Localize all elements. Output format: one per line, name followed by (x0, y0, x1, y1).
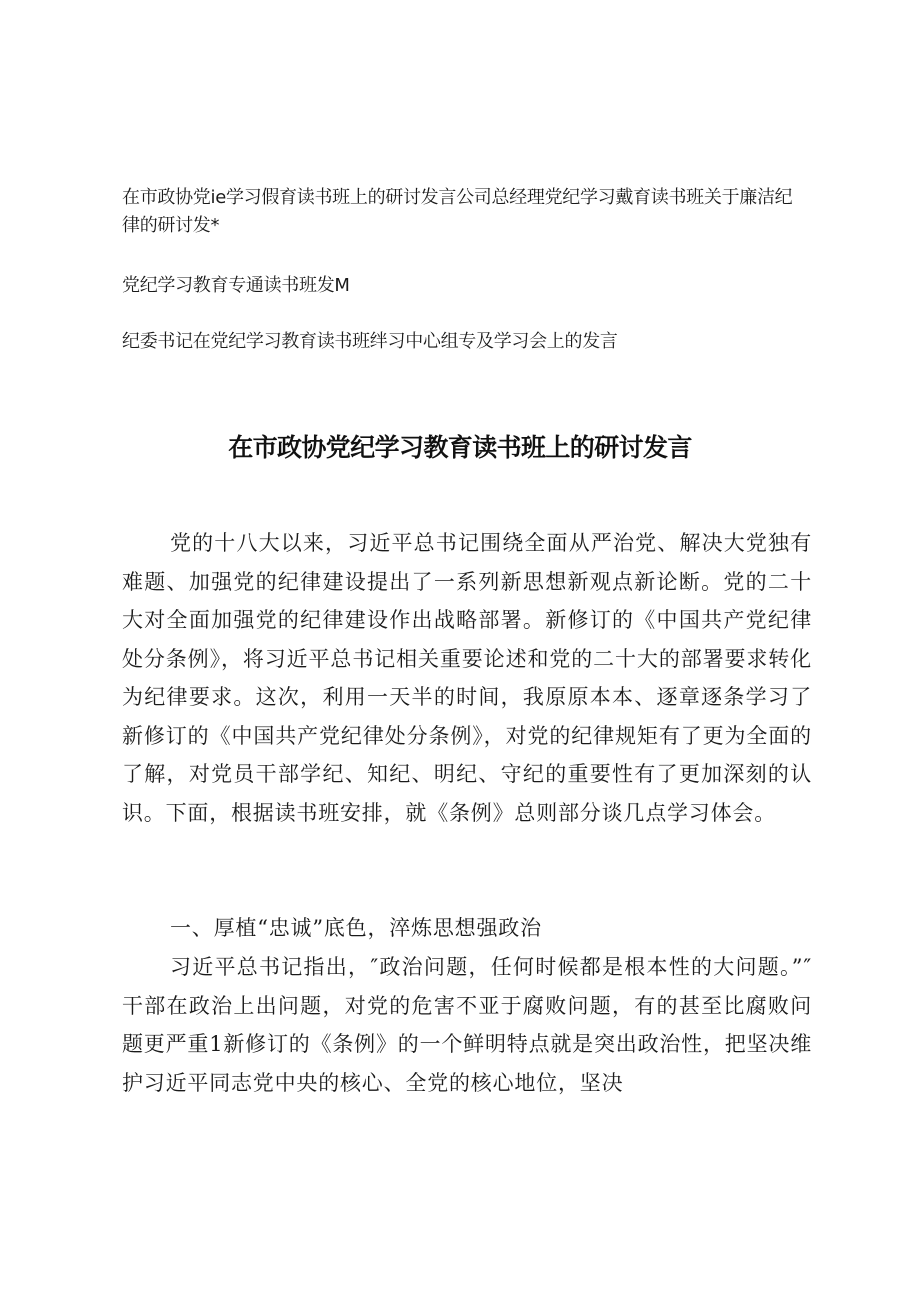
body-paragraph-2: 习近平总书记指出，″政治问题，任何时候都是根本性的大问题。”″干部在政治上出问题，对党的危害不亚于腐败问题，有的甚至比腐败问题更严重1新修订的《条例》的一个鲜明特点就是突出政治性，把坚决维护习近平同志党中央的核心、全党的核心地位，坚决 (122, 955, 812, 1095)
toc-item-3[interactable]: 纪委书记在党纪学习教育读书班绊习中心组专及学习会上的发言 (122, 331, 618, 352)
toc-item-2[interactable]: 党纪学习教育专通读书班发M (122, 275, 350, 296)
body-paragraph-1: 党的十八大以来，习近平总书记围绕全面从严治党、解决大党独有难题、加强党的纪律建设提出了一系列新思想新观点新论断。党的二十大对全面加强党的纪律建设作出战略部署。新修订的《中国共产党纪律处分条例》，将习近平总书记相关重要论述和党的二十大的部署要求转化为纪律要求。这次，利用一天半的时间，我原原本本、逐章逐条学习了新修订的《中国共产党纪律处分条例》，对党的纪律规矩有了更为全面的了解，对党员干部学纪、知纪、明纪、守纪的重要性有了更加深刻的认识。下面，根据读书班安排，就《条例》总则部分谈几点学习体会。 (122, 531, 812, 825)
document-title: 在市政协党纪学习教育读书班上的研讨发言 (228, 433, 692, 462)
toc-item-1[interactable]: 在市政协党ie学习假育读书班上的研讨发言公司总经理党纪学习戴育读书班关于廉洁纪律的研讨发* (122, 187, 793, 236)
section-heading-1: 一、厚植“忠诚”底色，淬炼思想强政治 (170, 916, 542, 940)
